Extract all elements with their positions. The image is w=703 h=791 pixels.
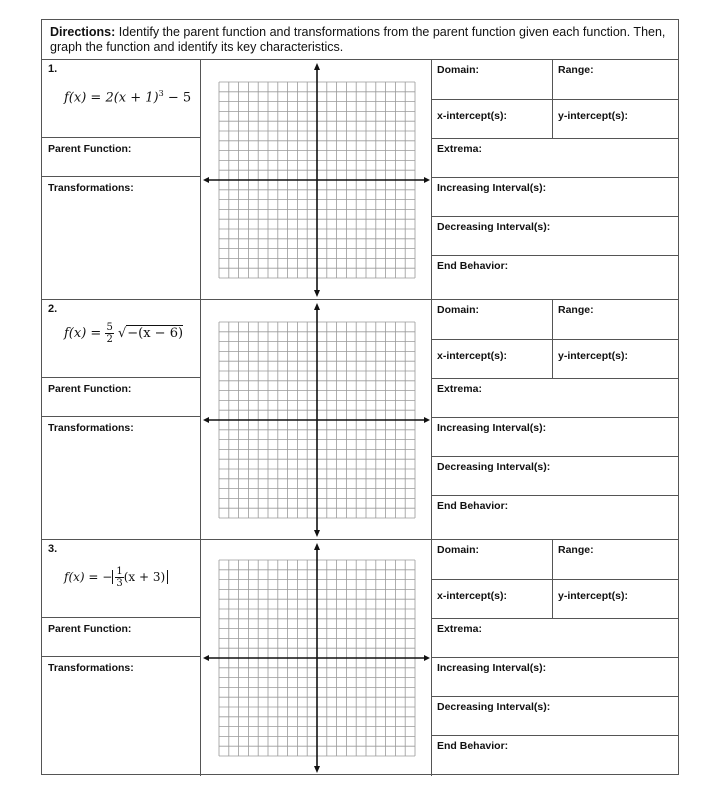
range-label: Range: — [558, 544, 594, 556]
formula-absolute-value — [112, 566, 168, 589]
decreasing-field[interactable] — [432, 216, 678, 255]
range-cell[interactable] — [552, 540, 594, 579]
extrema-field[interactable] — [432, 378, 678, 417]
increasing-label: Increasing Interval(s): — [437, 182, 547, 194]
problem-info — [42, 300, 201, 539]
decreasing-label: Decreasing Interval(s): — [437, 221, 551, 233]
y-intercepts-label: y-intercept(s): — [558, 590, 629, 602]
range-label: Range: — [558, 64, 594, 76]
decreasing-label: Decreasing Interval(s): — [437, 461, 551, 473]
end-behavior-label: End Behavior: — [437, 740, 509, 752]
formula-abs-tail: (x + 3) — [123, 570, 166, 584]
coordinate-grid[interactable] — [201, 300, 432, 540]
y-intercepts-cell[interactable] — [552, 100, 628, 138]
transformations-label: Transformations: — [48, 422, 134, 434]
fraction-numerator: 5 — [106, 322, 113, 333]
problem-3 — [42, 540, 678, 776]
parent-function-field[interactable] — [42, 377, 200, 416]
transformations-label: Transformations: — [48, 182, 134, 194]
decreasing-label: Decreasing Interval(s): — [437, 701, 551, 713]
end-behavior-label: End Behavior: — [437, 500, 509, 512]
extrema-label: Extrema: — [437, 143, 482, 155]
range-cell[interactable] — [552, 60, 594, 99]
domain-range-row — [432, 540, 678, 579]
extrema-label: Extrema: — [437, 623, 482, 635]
intercepts-row — [432, 579, 678, 618]
formula-radicand: −(x − 6) — [127, 326, 184, 341]
characteristics — [432, 60, 678, 299]
decreasing-field[interactable] — [432, 456, 678, 495]
function-formula — [64, 89, 191, 105]
coordinate-grid[interactable] — [201, 540, 432, 776]
directions-text: Identify the parent function and transformations from the parent function given each function. Then, graph the function and identify its key characteristics. — [50, 25, 666, 54]
y-axis-down-arrow — [314, 290, 320, 297]
end-behavior-field[interactable] — [432, 735, 678, 776]
domain-range-row — [432, 60, 678, 99]
transformations-field[interactable] — [42, 176, 200, 300]
x-axis-left-arrow — [203, 417, 209, 423]
function-formula: f(x) = $\frac{5}{2}$ √−(x − 6) — [64, 322, 184, 345]
parent-function-label: Parent Function: — [48, 383, 132, 395]
y-axis-up-arrow — [314, 63, 320, 70]
formula-main: f(x) = 2(x + 1) — [64, 90, 159, 106]
y-intercepts-cell[interactable] — [552, 340, 628, 378]
fraction-numerator: 1 — [116, 566, 123, 577]
end-behavior-field[interactable] — [432, 495, 678, 540]
directions-label: Directions: — [50, 25, 116, 39]
problem-number: 1. — [48, 63, 58, 75]
end-behavior-label: End Behavior: — [437, 260, 509, 272]
problem-number: 3. — [48, 543, 58, 555]
parent-function-label: Parent Function: — [48, 143, 132, 155]
end-behavior-field[interactable] — [432, 255, 678, 300]
characteristics — [432, 540, 678, 776]
increasing-label: Increasing Interval(s): — [437, 422, 547, 434]
coordinate-grid[interactable] — [201, 60, 432, 300]
parent-function-label: Parent Function: — [48, 623, 132, 635]
function-formula — [64, 566, 168, 589]
y-intercepts-label: y-intercept(s): — [558, 110, 629, 122]
x-axis-right-arrow — [424, 177, 430, 183]
x-axis-left-arrow — [203, 655, 209, 661]
graph-area[interactable] — [201, 60, 432, 299]
extrema-label: Extrema: — [437, 383, 482, 395]
decreasing-field[interactable] — [432, 696, 678, 735]
graph-area[interactable] — [201, 540, 432, 776]
domain-range-row — [432, 300, 678, 339]
extrema-field[interactable] — [432, 618, 678, 657]
formula-tail: − 5 — [163, 90, 192, 106]
x-axis-left-arrow — [203, 177, 209, 183]
y-axis-down-arrow — [314, 530, 320, 537]
transformations-label: Transformations: — [48, 662, 134, 674]
problem-info — [42, 540, 201, 776]
directions — [42, 20, 678, 60]
fraction-denominator: 3 — [116, 578, 123, 589]
parent-function-field[interactable] — [42, 137, 200, 176]
increasing-label: Increasing Interval(s): — [437, 662, 547, 674]
extrema-field[interactable] — [432, 138, 678, 177]
domain-label[interactable]: Domain: — [437, 544, 479, 556]
y-axis-up-arrow — [314, 543, 320, 550]
increasing-field[interactable] — [432, 657, 678, 696]
x-intercepts-label[interactable]: x-intercept(s): — [437, 350, 508, 362]
problem-2 — [42, 300, 678, 540]
increasing-field[interactable] — [432, 177, 678, 216]
formula-fraction — [115, 566, 123, 589]
y-axis-down-arrow — [314, 766, 320, 773]
graph-area[interactable] — [201, 300, 432, 539]
range-cell[interactable] — [552, 300, 594, 339]
characteristics — [432, 300, 678, 539]
y-intercepts-label: y-intercept(s): — [558, 350, 629, 362]
worksheet — [41, 19, 679, 775]
x-axis-right-arrow — [424, 417, 430, 423]
intercepts-row — [432, 99, 678, 138]
formula-fraction — [105, 322, 113, 345]
problem-info — [42, 60, 201, 299]
increasing-field[interactable] — [432, 417, 678, 456]
range-label: Range: — [558, 304, 594, 316]
transformations-field[interactable] — [42, 416, 200, 540]
formula-exponent: 3 — [158, 89, 164, 98]
problem-number: 2. — [48, 303, 58, 315]
formula-main: f(x) = − — [64, 570, 113, 584]
transformations-field[interactable] — [42, 656, 200, 776]
fraction-denominator: 2 — [106, 334, 113, 345]
problem-1 — [42, 60, 678, 300]
domain-label[interactable]: Domain: — [437, 64, 479, 76]
x-axis-right-arrow — [424, 655, 430, 661]
intercepts-row — [432, 339, 678, 378]
parent-function-field[interactable] — [42, 617, 200, 656]
x-intercepts-label[interactable]: x-intercept(s): — [437, 110, 508, 122]
domain-label[interactable]: Domain: — [437, 304, 479, 316]
y-axis-up-arrow — [314, 303, 320, 310]
y-intercepts-cell[interactable] — [552, 580, 628, 618]
x-intercepts-label[interactable]: x-intercept(s): — [437, 590, 508, 602]
formula-main: f(x) = — [64, 326, 106, 341]
